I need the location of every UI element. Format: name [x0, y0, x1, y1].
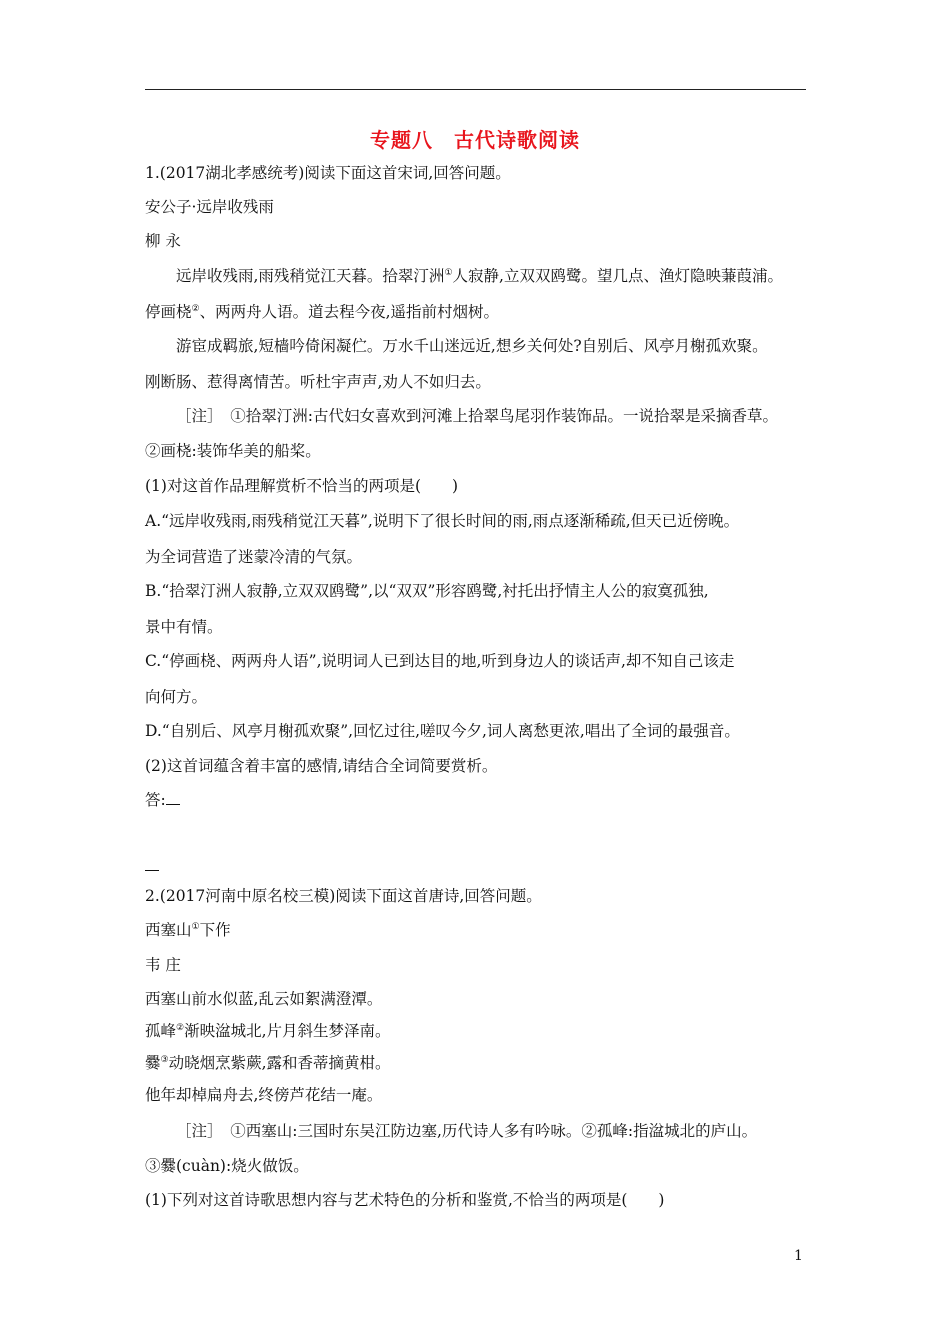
answer-blank-continued[interactable] [145, 856, 159, 876]
q1-poem-line-2: 停画桡②、两两舟人语。道去程今夜,遥指前村烟树。 [145, 303, 500, 321]
q2-poem-line-2: 孤峰②渐映湓城北,片月斜生梦泽南。 [145, 1022, 391, 1040]
q2-poem-line-4: 他年却棹扁舟去,终傍芦花结一庵。 [145, 1086, 383, 1104]
q1-option-c-1: C.“停画桡、两两舟人语”,说明词人已到达目的地,听到身边人的谈话声,却不知自己该走 [145, 652, 735, 670]
q1-note-1: ［注］ ①拾翠汀洲:古代妇女喜欢到河滩上拾翠鸟尾羽作装饰品。一说拾翠是采摘香草。 [176, 407, 778, 425]
q2-poem-line-1: 西塞山前水似蓝,乱云如絮满澄潭。 [145, 990, 383, 1008]
q1-option-b-1: B.“拾翠汀洲人寂静,立双双鸥鹭”,以“双双”形容鸥鹭,衬托出抒情主人公的寂寞孤独, [145, 582, 709, 600]
q1-poem-line-1: 远岸收残雨,雨残稍觉江天暮。拾翠汀洲①人寂静,立双双鸥鹭。望几点、渔灯隐映蒹葭浦。 [176, 267, 783, 285]
q1-answer-line [145, 790, 180, 810]
q2-header: 2.(2017河南中原名校三模)阅读下面这首唐诗,回答问题。 [145, 887, 542, 905]
page-number: 1 [794, 1248, 803, 1264]
header-rule [145, 89, 806, 90]
q1-option-a-1: A.“远岸收残雨,雨残稍觉江天暮”,说明下了很长时间的雨,雨点逐渐稀疏,但天已近傍晚。 [145, 512, 740, 530]
q1-option-c-2: 向何方。 [145, 688, 208, 706]
q2-sub-question-1: (1)下列对这首诗歌思想内容与艺术特色的分析和鉴赏,不恰当的两项是( ) [145, 1191, 665, 1209]
q1-sub-question-1: (1)对这首作品理解赏析不恰当的两项是( ) [145, 477, 459, 495]
q2-poem-title: 西塞山①下作 [145, 921, 231, 939]
q1-author: 柳 永 [145, 232, 181, 250]
q1-poem-title: 安公子·远岸收残雨 [145, 198, 274, 216]
q1-option-b-2: 景中有情。 [145, 618, 223, 636]
q2-author: 韦 庄 [145, 956, 181, 974]
answer-blank[interactable] [166, 790, 180, 805]
q1-option-d-1: D.“自别后、风亭月榭孤欢聚”,回忆过往,嗟叹今夕,词人离愁更浓,唱出了全词的最强音。 [145, 722, 740, 740]
q2-note-2: ③爨(cuàn):烧火做饭。 [145, 1157, 309, 1175]
q1-poem-line-3: 游宦成羁旅,短樯吟倚闲凝伫。万水千山迷远近,想乡关何处?自别后、风亭月榭孤欢聚。 [176, 337, 768, 355]
q1-poem-line-4: 刚断肠、惹得离情苦。听杜宇声声,劝人不如归去。 [145, 373, 491, 391]
page-title: 专题八 古代诗歌阅读 [370, 128, 580, 152]
q1-option-a-2: 为全词营造了迷蒙冷清的气氛。 [145, 548, 363, 566]
q2-note-1: ［注］ ①西塞山:三国时东吴江防边塞,历代诗人多有吟咏。②孤峰:指湓城北的庐山。 [176, 1122, 758, 1140]
q2-poem-line-3: 爨③动晓烟烹紫蕨,露和香蒂摘黄柑。 [145, 1054, 391, 1072]
q1-sub-question-2: (2)这首词蕴含着丰富的感情,请结合全词简要赏析。 [145, 757, 498, 775]
q1-header: 1.(2017湖北孝感统考)阅读下面这首宋词,回答问题。 [145, 164, 511, 182]
answer-label: 答: [145, 791, 166, 809]
q1-note-2: ②画桡:装饰华美的船桨。 [145, 442, 321, 460]
